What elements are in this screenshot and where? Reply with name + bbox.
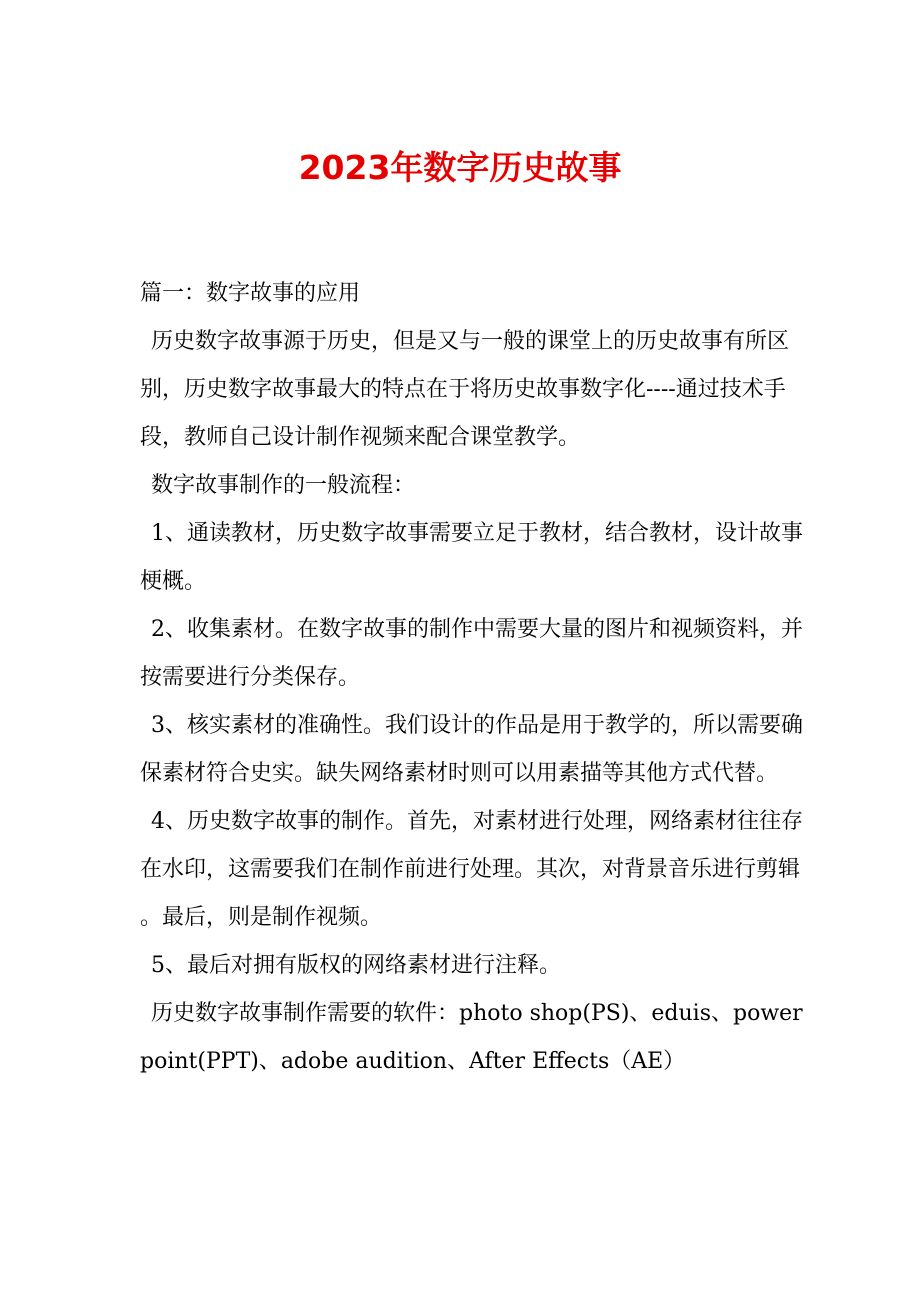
step-paragraph-2: 2、收集素材。在数字故事的制作中需要大量的图片和视频资料，并按需要进行分类保存。 xyxy=(140,617,803,690)
step-paragraph-3: 3、核实素材的准确性。我们设计的作品是用于教学的，所以需要确保素材符合史实。缺失网络素材时则可以用素描等其他方式代替。 xyxy=(140,713,803,786)
step-paragraph-5: 5、最后对拥有版权的网络素材进行注释。 xyxy=(151,953,561,978)
document-title: 2023年数字历史故事 xyxy=(298,148,622,187)
document-body xyxy=(140,270,805,1086)
intro-paragraph: 历史数字故事源于历史，但是又与一般的课堂上的历史故事有所区别，历史数字故事最大的特点在于将历史故事数字化----通过技术手段，教师自己设计制作视频来配合课堂教学。 xyxy=(140,329,790,450)
step-paragraph-4: 4、历史数字故事的制作。首先，对素材进行处理，网络素材往往存在水印，这需要我们在制作前进行处理。其次，对背景音乐进行剪辑。最后，则是制作视频。 xyxy=(140,809,803,930)
process-heading: 数字故事制作的一般流程： xyxy=(151,473,416,498)
section-heading: 篇一：数字故事的应用 xyxy=(140,281,361,306)
step-paragraph-1: 1、通读教材，历史数字故事需要立足于教材，结合教材，设计故事梗概。 xyxy=(140,521,803,594)
software-paragraph: 历史数字故事制作需要的软件：photo shop(PS)、eduis、power point(PPT)、adobe audition、After Effects（AE） xyxy=(140,1001,803,1074)
